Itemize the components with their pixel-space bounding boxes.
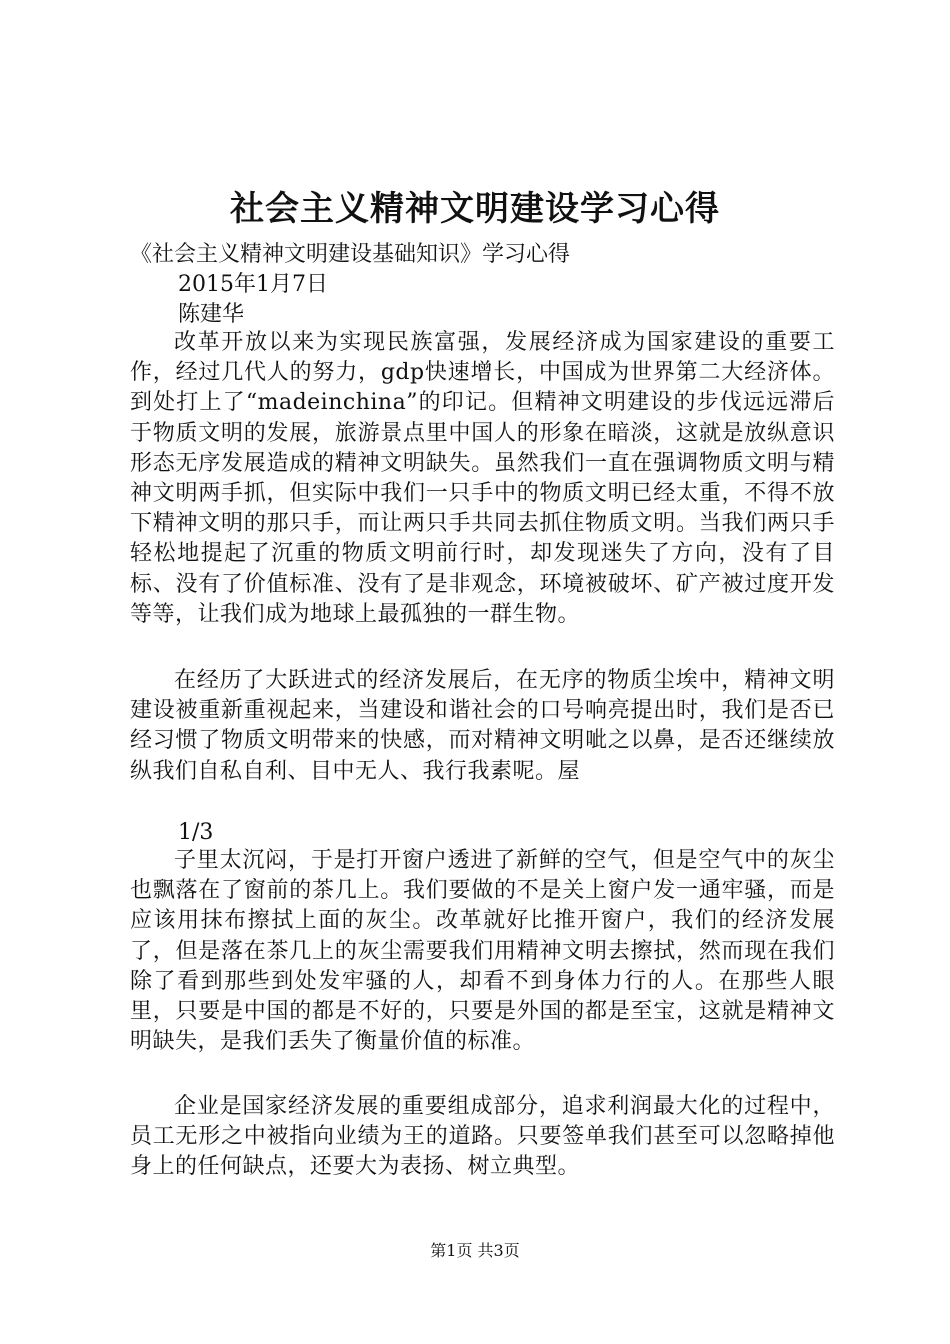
paragraph-3: 子里太沉闷，于是打开窗户透进了新鲜的空气，但是空气中的灰尘也飘落在了窗前的茶几上。我们要做的不是关上窗户发一通牢骚，而是应该用抹布擦拭上面的灰尘。改革就好比推开窗户，我们的经济发展了，但是落在茶几上的灰尘需要我们用精神文明去擦拭，然而现在我们除了看到那些到处发牢骚的人，却看不到身体力行的人。在那些人眼里，只要是中国的都是不好的，只要是外国的都是至宝，这就是精神文明缺失，是我们丢失了衡量价值的标准。 — [130, 848, 835, 1055]
paragraph-1: 改革开放以来为实现民族富强，发展经济成为国家建设的重要工作，经过几代人的努力，gdp快速增长，中国成为世界第二大经济体。到处打上了“madeinchina”的印记。但精神文明建设的步伐远远滞后于物质文明的发展，旅游景点里中国人的形象在暗淡，这就是放纵意识形态无序发展造成的精神文明缺失。虽然我们一直在强调物质文明与精神文明两手抓，但实际中我们一只手中的物质文明已经太重，不得不放下精神文明的那只手，而让两只手共同去抓住物质文明。当我们两只手轻松地提起了沉重的物质文明前行时，却发现迷失了方向，没有了目标、没有了价值标准、没有了是非观念，环境被破坏、矿产被过度开发等等，让我们成为地球上最孤独的一群生物。 — [130, 330, 835, 627]
document-author: 陈建华 — [178, 302, 245, 327]
document-title: 社会主义精神文明建设学习心得 — [230, 189, 720, 229]
page-footer: 第1页 共3页 — [430, 1241, 520, 1260]
page-fraction: 1/3 — [178, 820, 214, 845]
document-date: 2015年1月7日 — [178, 272, 328, 297]
paragraph-2: 在经历了大跃进式的经济发展后，在无序的物质尘埃中，精神文明建设被重新重视起来，当建设和谐社会的口号响亮提出时，我们是否已经习惯了物质文明带来的快感，而对精神文明呲之以鼻，是否还继续放纵我们自私自利、目中无人、我行我素呢。屋 — [130, 668, 835, 784]
paragraph-4: 企业是国家经济发展的重要组成部分，追求利润最大化的过程中，员工无形之中被指向业绩为王的道路。只要签单我们甚至可以忽略掉他身上的任何缺点，还要大为表扬、树立典型。 — [130, 1094, 835, 1180]
document-subtitle: 《社会主义精神文明建设基础知识》学习心得 — [130, 242, 571, 267]
